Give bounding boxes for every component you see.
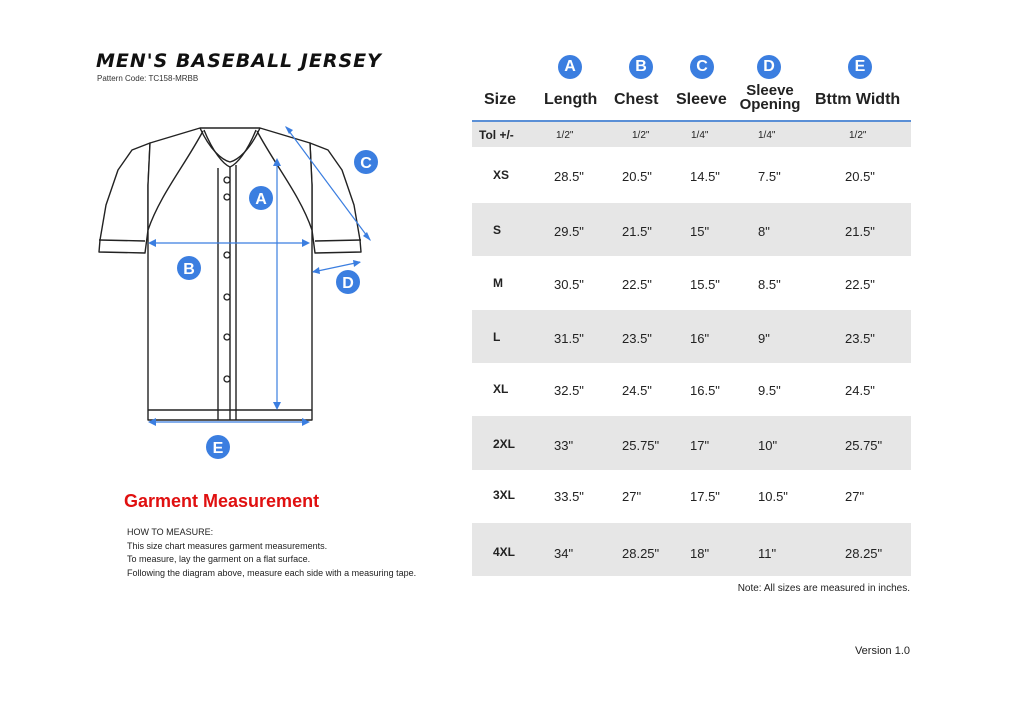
header-sleeve: Sleeve [676,91,727,108]
badge-b: B [629,55,653,79]
page-title: MEN'S BASEBALL JERSEY [96,50,382,72]
header-sleeve-opening: Sleeve Opening [739,82,801,113]
table-row: L 31.5" 23.5" 16" 9" 23.5" [472,310,911,363]
garment-measurement-title: Garment Measurement [124,491,320,511]
diagram-label-c: C [360,155,372,172]
header-size: Size [484,91,517,108]
diagram-label-a: A [255,191,267,208]
table-row: 3XL 33.5" 27" 17.5" 10.5" 27" [493,488,865,504]
badge-a: A [558,55,582,79]
table-row: M 30.5" 22.5" 15.5" 8.5" 22.5" [493,276,875,292]
badge-c: C [690,55,714,79]
tolerance-chest: 1/2" [632,130,650,141]
version-label: Version 1.0 [854,645,910,657]
tolerance-sleeve-opening: 1/4" [758,130,776,141]
how-to-measure [127,526,416,580]
diagram-label-e: E [212,440,224,457]
tolerance-length: 1/2" [556,130,574,141]
measurement-note: Note: All sizes are measured in inches. [737,583,910,594]
how-to-line: Following the diagram above, measure each side with a measuring tape. [127,567,417,578]
header-chest: Chest [614,91,659,108]
table-row: S 29.5" 21.5" 15" 8" 21.5" [472,203,911,256]
tolerance-row [472,122,911,147]
diagram-label-b: B [183,261,195,278]
how-to-line: HOW TO MEASURE: [127,527,214,537]
header-length: Length [544,91,598,108]
table-row: 2XL 33" 25.75" 17" 10" 25.75" [472,416,911,470]
tolerance-sleeve: 1/4" [691,130,709,141]
table-row: 4XL 34" 28.25" 18" 11" 28.25" [472,523,911,576]
how-to-line: To measure, lay the garment on a flat surface. [127,554,311,564]
tolerance-label: Tol +/- [479,128,514,142]
badge-e: E [848,55,872,79]
badge-d: D [757,55,781,79]
table-row: XL 32.5" 24.5" 16.5" 9.5" 24.5" [493,382,875,398]
how-to-line: This size chart measures garment measurements. [127,540,328,551]
diagram-label-d: D [342,275,354,292]
tolerance-bottom-width: 1/2" [849,130,867,141]
pattern-code: Pattern Code: TC158-MRBB [97,74,199,83]
header-bottom-width: Bttm Width [815,91,901,108]
table-row: XS 28.5" 20.5" 14.5" 7.5" 20.5" [493,168,875,184]
jersey-outline-icon [0,0,470,470]
